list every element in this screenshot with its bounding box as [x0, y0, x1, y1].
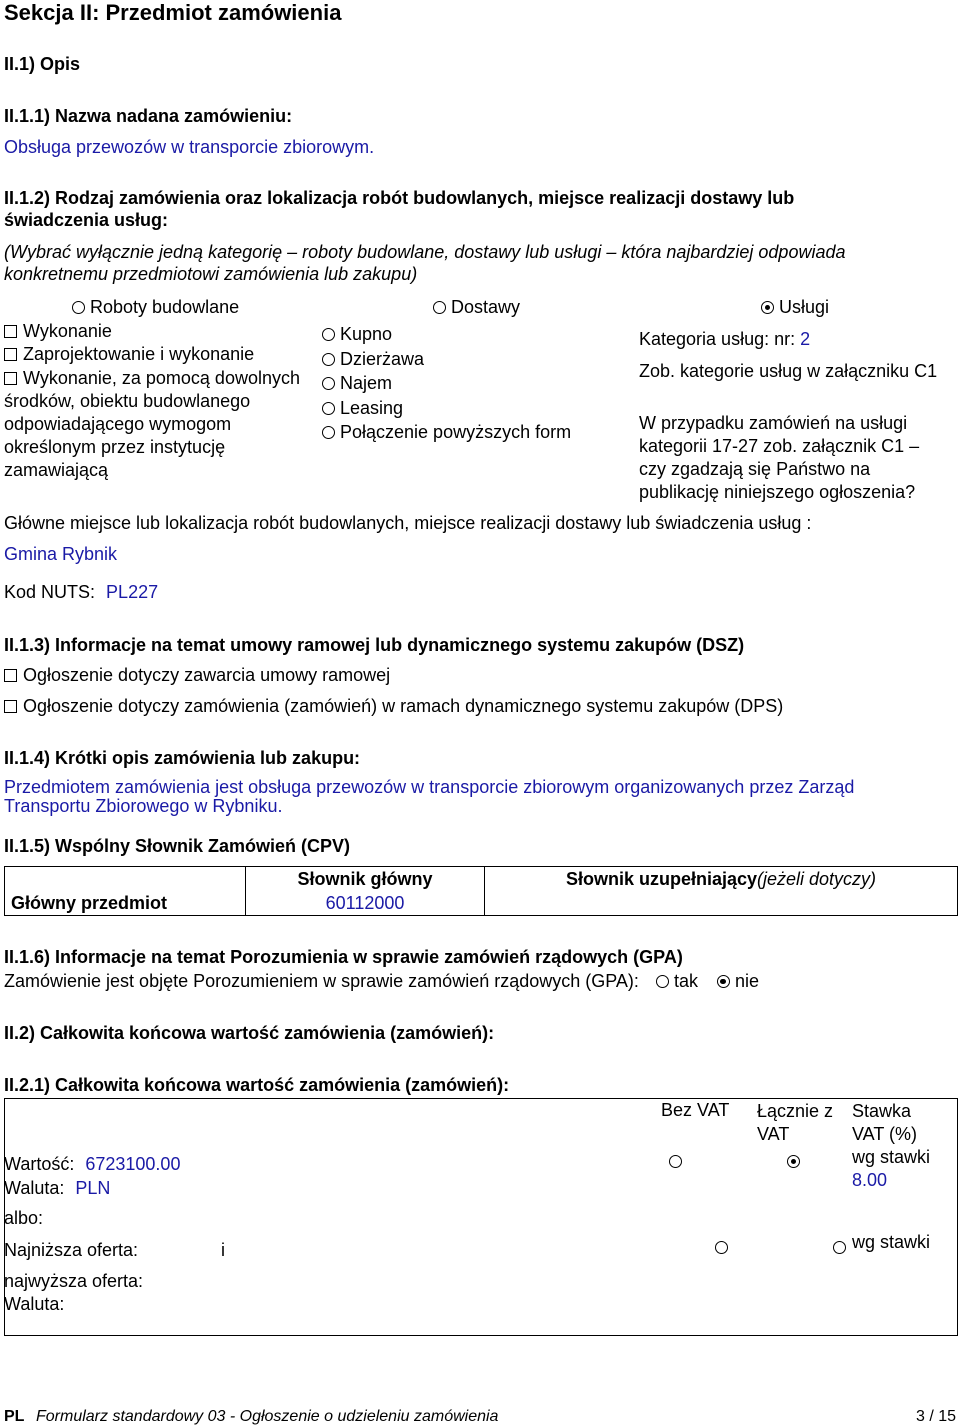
- radio-empty-icon: [322, 353, 335, 366]
- category-uslugi[interactable]: [761, 297, 829, 318]
- category-roboty[interactable]: [72, 297, 239, 318]
- krotki-opis: Przedmiotem zamówienia jest obsługa przewozów w transporcie zbiorowym organizowanych przez Zarząd Transportu Zbiorowego w Rybniku.: [4, 777, 855, 816]
- heading-ii-1-2-line2: świadczenia usług:: [4, 210, 169, 230]
- roboty-option-dowolne-cont: środków, obiektu budowlanego odpowiadającego wymogom określonym przez instytucję zamawiającą: [4, 391, 251, 480]
- nuts-value: PL227: [106, 582, 159, 602]
- heading-ii-1-3: II.1.3) Informacje na temat umowy ramowej lub dynamicznego systemu zakupów (DSZ): [4, 635, 745, 655]
- footer: [0, 1406, 960, 1428]
- najnizsza-label: Najniższa oferta:: [4, 1240, 139, 1260]
- przypadek-uslugi: W przypadku zamówień na usługi kategorii 17-27 zob. załącznik C1 – czy zgadzają się Państwo na publikację niniejszego ogłoszenia?: [639, 413, 920, 502]
- note-line1: (Wybrać wyłącznie jedną kategorię – roboty budowlane, dostawy lub usługi – która najbardziej odpowiada: [4, 242, 846, 262]
- category-roboty-label: Roboty budowlane: [90, 297, 240, 317]
- wg-stawki-1: wg stawki: [852, 1147, 931, 1167]
- wartosc-value: 6723100.00: [85, 1154, 181, 1174]
- waluta2-label: Waluta:: [4, 1294, 65, 1314]
- gpa-yes-label: tak: [673, 971, 698, 991]
- heading-ii-1-1: II.1.1) Nazwa nadana zamówieniu:: [4, 106, 293, 126]
- category-uslugi-label: Usługi: [779, 297, 830, 317]
- radio-empty-icon: [322, 328, 335, 341]
- radio-selected-icon: [717, 975, 730, 988]
- waluta-row: [4, 1178, 110, 1199]
- miejsce-label: Główne miejsce lub lokalizacja robót budowlanych, miejsce realizacji dostawy lub świadczenia usług :: [4, 513, 812, 533]
- gpa-no-label: nie: [734, 971, 759, 991]
- gpa-question: [4, 971, 759, 992]
- radio-empty-icon[interactable]: [833, 1241, 846, 1254]
- najwyzsza-label: najwyższa oferta:: [4, 1271, 144, 1291]
- dostawy-option[interactable]: [322, 347, 571, 372]
- checkbox-icon: [4, 700, 17, 713]
- kategoria-label: Kategoria usług: nr:: [639, 329, 796, 349]
- waluta-label: Waluta:: [4, 1178, 65, 1198]
- dostawy-option-label: Najem: [340, 373, 393, 393]
- kategoria-value: 2: [800, 329, 811, 349]
- dostawy-option-label: Dzierżawa: [340, 348, 425, 369]
- contract-name: Obsługa przewozów w transporcie zbiorowym.: [4, 137, 375, 157]
- cpv-main-code: 60112000: [246, 891, 485, 916]
- dostawy-option-label: Połączenie powyższych form: [340, 422, 572, 442]
- miejsce-value: Gmina Rybnik: [4, 544, 118, 564]
- category-dostawy-label: Dostawy: [451, 297, 521, 317]
- col-stawka-vat: Stawka VAT (%): [852, 1101, 918, 1144]
- cpv-supp-code: [485, 891, 958, 916]
- cpv-empty-cell: [5, 867, 246, 892]
- waluta-value: PLN: [75, 1178, 111, 1198]
- radio-empty-icon: [433, 301, 446, 314]
- cpv-col-main: Słownik główny: [246, 867, 485, 892]
- i-label: i: [221, 1240, 225, 1260]
- footer-lang: PL: [4, 1408, 25, 1425]
- radio-empty-icon: [656, 975, 669, 988]
- dostawy-options: [322, 322, 571, 445]
- radio-empty-icon[interactable]: [669, 1155, 682, 1168]
- wartosc-row: [4, 1154, 180, 1175]
- dostawy-option-label: Kupno: [340, 324, 393, 344]
- cpv-col-supp-label: Słownik uzupełniający: [565, 868, 758, 889]
- category-dostawy[interactable]: [433, 297, 520, 318]
- heading-ii-2: II.2) Całkowita końcowa wartość zamówienia (zamówień):: [4, 1023, 495, 1043]
- roboty-option-dowolne[interactable]: [4, 368, 300, 389]
- dostawy-option[interactable]: [322, 322, 571, 347]
- radio-empty-icon: [72, 301, 85, 314]
- albo-label: albo:: [4, 1208, 44, 1228]
- heading-ii-1-2-line1: II.1.2) Rodzaj zamówienia oraz lokalizacja robót budowlanych, miejsce realizacji dostawy lub: [4, 188, 795, 208]
- cpv-col-supp-note: (jeżeli dotyczy): [757, 868, 877, 889]
- dps-label: Ogłoszenie dotyczy zamówienia (zamówień) w ramach dynamicznego systemu zakupów (DPS): [23, 696, 784, 716]
- nuts-label: Kod NUTS:: [4, 582, 96, 602]
- radio-empty-icon: [322, 426, 335, 439]
- gpa-no[interactable]: [717, 971, 759, 991]
- col-bez-vat: Bez VAT: [661, 1100, 730, 1120]
- checkbox-icon: [4, 372, 17, 385]
- wg-stawki-2: wg stawki: [852, 1232, 931, 1252]
- radio-empty-icon[interactable]: [715, 1241, 728, 1254]
- checkbox-icon: [4, 669, 17, 682]
- heading-ii-1-6: II.1.6) Informacje na temat Porozumienia w sprawie zamówień rządowych (GPA): [4, 947, 683, 967]
- roboty-option-label: Wykonanie, za pomocą dowolnych: [23, 368, 300, 388]
- dostawy-option[interactable]: [322, 396, 571, 421]
- heading-ii-1: II.1) Opis: [4, 54, 81, 74]
- checkbox-icon: [4, 348, 17, 361]
- stawka-value: 8.00: [852, 1170, 888, 1190]
- roboty-option-wykonanie[interactable]: [4, 321, 112, 342]
- cpv-row-label: Główny przedmiot: [5, 891, 246, 916]
- cpv-table: [4, 866, 958, 916]
- cpv-col-supp: [485, 867, 958, 892]
- roboty-option-zaprojektowanie[interactable]: [4, 344, 254, 365]
- footer-form: Formularz standardowy 03 - Ogłoszenie o udzieleniu zamówienia: [36, 1408, 499, 1425]
- heading-ii-1-5: II.1.5) Wspólny Słownik Zamówień (CPV): [4, 836, 351, 856]
- gpa-question-label: Zamówienie jest objęte Porozumieniem w sprawie zamówień rządowych (GPA):: [4, 971, 639, 991]
- heading-ii-1-4: II.1.4) Krótki opis zamówienia lub zakupu:: [4, 748, 361, 768]
- section-title: Sekcja II: Przedmiot zamówienia: [4, 0, 342, 25]
- roboty-option-label: Wykonanie: [23, 321, 112, 341]
- radio-selected-icon[interactable]: [787, 1155, 800, 1168]
- gpa-yes[interactable]: [656, 971, 698, 991]
- footer-page: 3 / 15: [915, 1408, 956, 1425]
- radio-empty-icon: [322, 377, 335, 390]
- umowa-ramowa-label: Ogłoszenie dotyczy zawarcia umowy ramowej: [23, 665, 391, 685]
- dostawy-option-label: Leasing: [340, 397, 404, 418]
- umowa-ramowa-option[interactable]: [4, 665, 390, 686]
- note-line2: konkretnemu przedmiotowi zamówienia lub zakupu): [4, 264, 418, 284]
- checkbox-icon: [4, 325, 17, 338]
- dps-option[interactable]: [4, 696, 783, 717]
- wartosc-label: Wartość:: [4, 1154, 75, 1174]
- kategoria-uslug: [639, 329, 810, 350]
- dostawy-option[interactable]: [322, 371, 571, 396]
- zob-kategorie: Zob. kategorie usług w załączniku C1: [639, 361, 938, 381]
- roboty-option-label: Zaprojektowanie i wykonanie: [23, 344, 255, 364]
- heading-ii-2-1: II.2.1) Całkowita końcowa wartość zamówienia (zamówień):: [4, 1075, 510, 1095]
- radio-selected-icon: [761, 301, 774, 314]
- nuts-code: [4, 582, 158, 603]
- col-laczne-vat: Łącznie z VAT: [757, 1101, 834, 1144]
- radio-empty-icon: [322, 402, 335, 415]
- dostawy-option[interactable]: [322, 420, 571, 445]
